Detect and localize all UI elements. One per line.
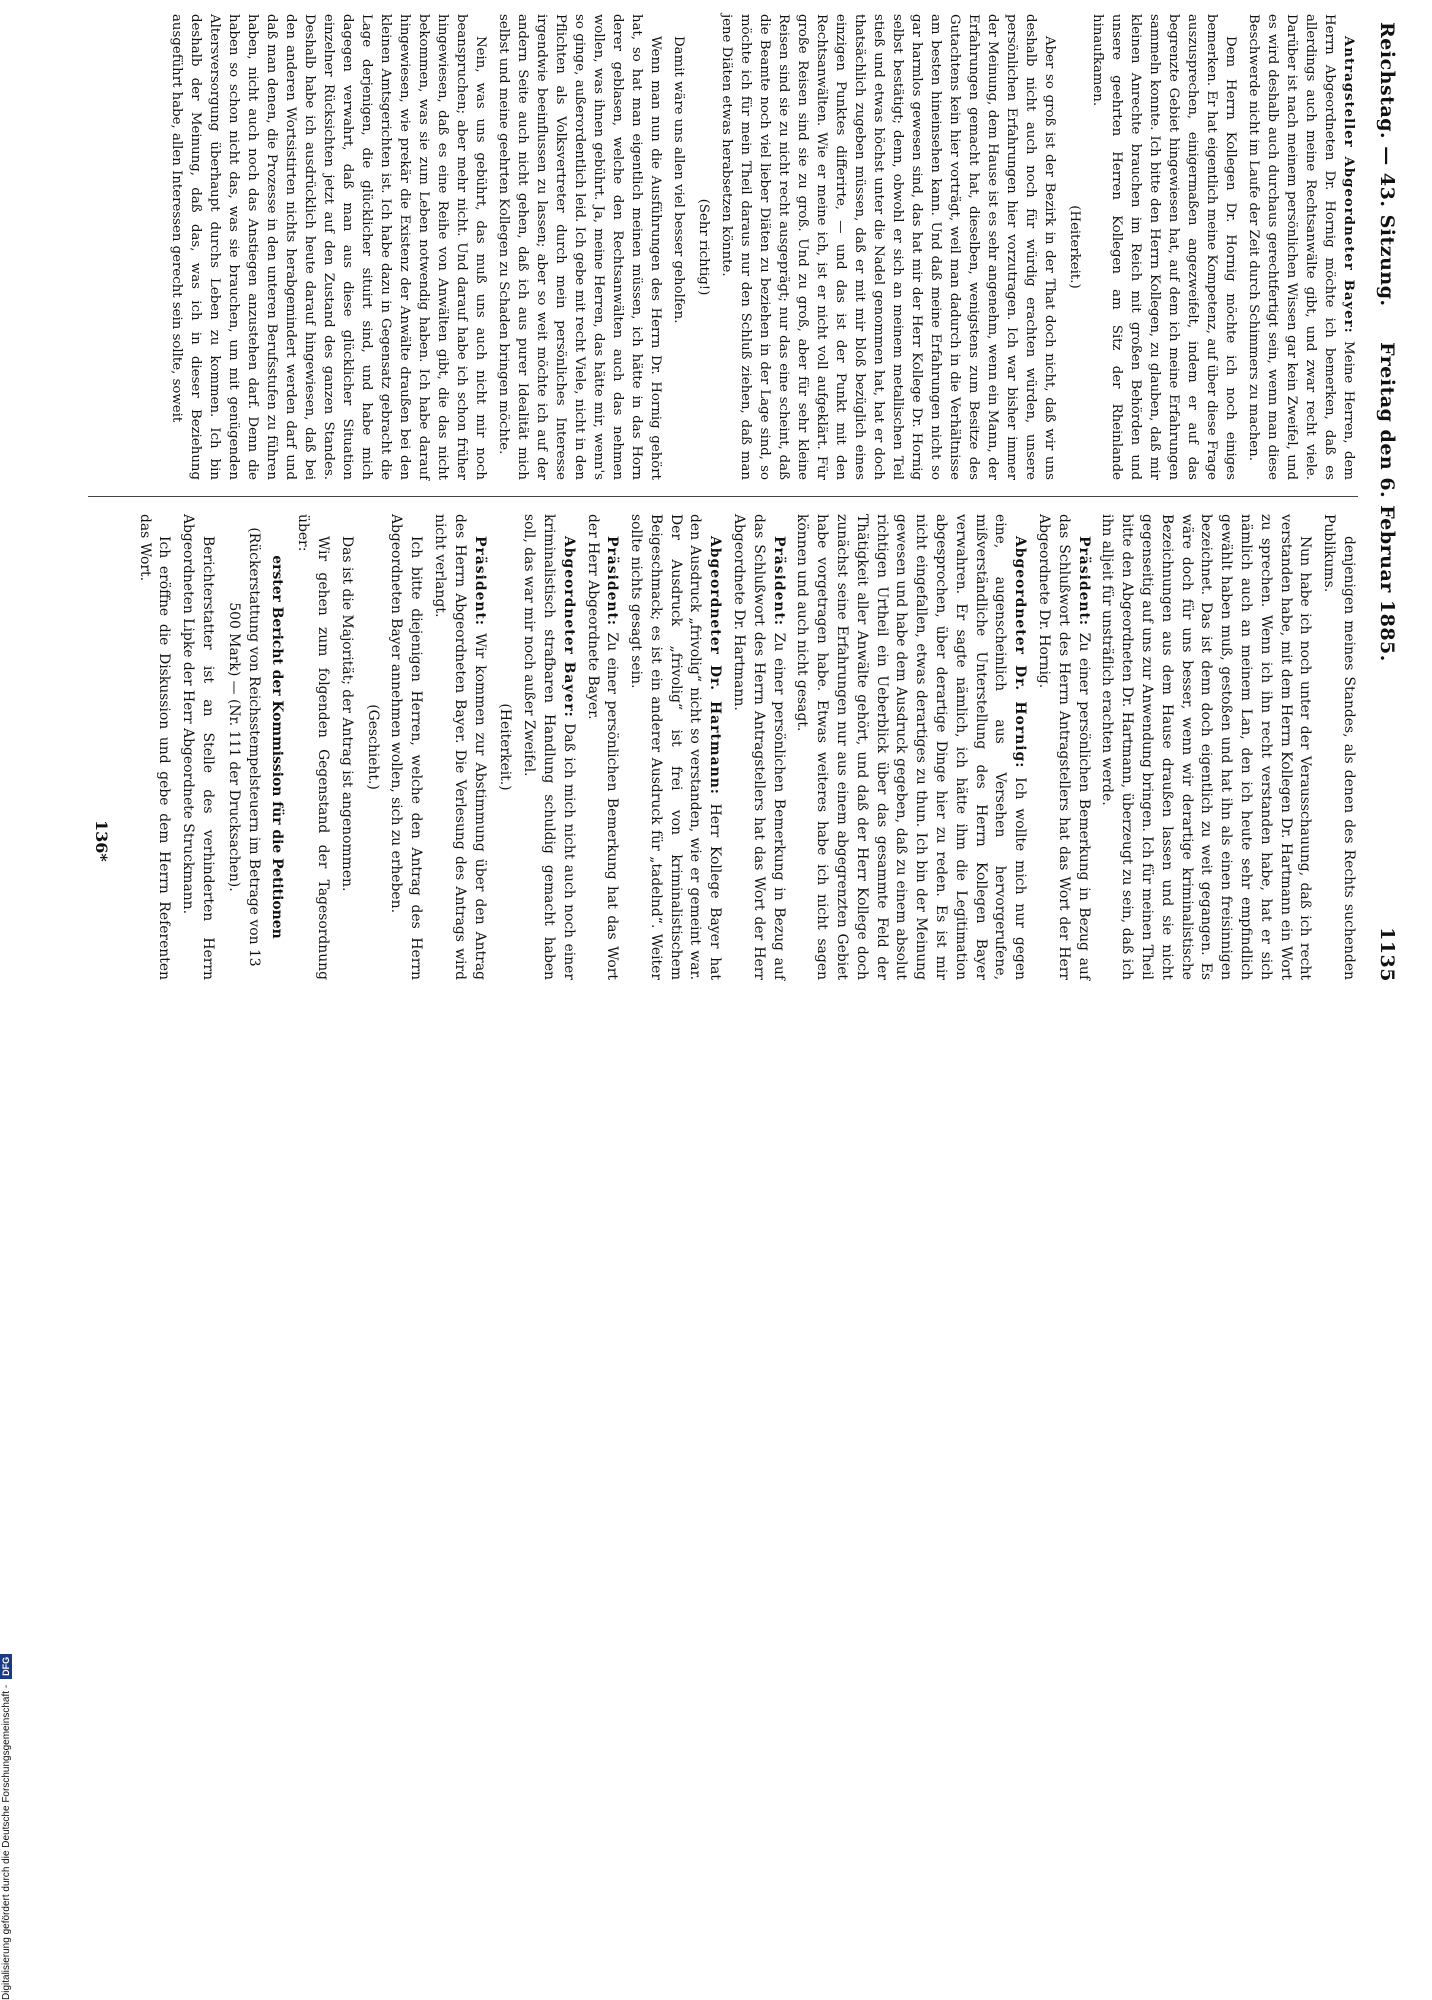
paragraph-text: Berichterstatter ist an Stelle des verhinderten Herrn Abgeordneten Lipke der Herr Abgeordnete Struckmann.	[180, 514, 216, 980]
stage-direction: (Rückerstattung von Reichsstempelsteuern im Betrage von 13 500 Mark) — (Nr. 111 der Drucksachen).	[225, 527, 262, 967]
paragraph-text: Ich bitte diejenigen Herren, welche den Antrag des Herrn Abgeordneten Bayer annehmen wollen, sich zu erheben.	[388, 514, 425, 980]
paragraph	[792, 514, 1030, 980]
page-header	[1368, 22, 1398, 982]
speaker-label: Abgeordneter Bayer:	[560, 536, 577, 718]
paragraph	[625, 514, 724, 980]
speaker-label: Präsident:	[471, 536, 488, 627]
paragraph	[386, 514, 426, 980]
paragraph-text: Dem Herrn Kollegen Dr. Hornig möchte ich noch einiges bemerken. Er hat eigentlich meine Kompetenz, auf über diese Frage auszusprechen, einigermaßen angezweifelt, indem er auf das begrenzte Gebiet hingewiesen hat, auf dem ich meine Erfahrungen sammeln konnte. Ich bitte den Herrn Kollegen, zu glauben, daß mir kleinen Anrechte brauchen im Reich mit großen Behörden und unsere geehrten Herren Kollegen am Sitz der Rheinlande hinaufkamen.	[1090, 14, 1238, 480]
stage-direction: (Heiterkeit.)	[1067, 205, 1082, 289]
paragraph	[669, 14, 688, 480]
paragraph-text: denjenigen meines Standes, als denen des Rechts suchenden Publikums.	[1321, 514, 1357, 980]
paragraph	[728, 514, 787, 980]
paragraph-text: Meine Herren, dem Herrn Abgeordneten Dr. Hornig möchte ich bemerken, daß es allerdings auch meine Rechtsanwälte gibt, und zwar recht viele. Darüber ist nach meinem persönlichen Wissen gar kein Zweifel, und es wird deshalb auch durchaus gerechtfertigt sein, wenn man diese Beschwerde nicht im Laufe der Zeit durch Schimmers zu machen.	[1246, 14, 1356, 480]
paragraph-text: Wenn man nun die Ausführungen des Herrn Dr. Hornig gehört hat, so hat man eigentlich meinen müssen, ich hätte in das Horn derer geblasen, welche den Rechtsanwälten auch das nehmen wollen, was ihnen gebührt. Ja, meine Herren, das hätte mir, wenn's so ginge, außerordentlich leid. Ich gebe mit recht Viele, nicht in den Pflichten als Volksvertreter durch mein persönliches Interesse irgendwie beeinflussen zu lassen; aber so weit möchte ich auf der andern Seite auch nicht gehen, daß ich aus purer Idealität mich selbst und meine geehrten Kollegen zu Schaden bringen möchte.	[496, 14, 663, 480]
paragraph	[292, 514, 332, 980]
speaker-label: Antragsteller Abgeordneter Bayer:	[1341, 36, 1356, 334]
paragraph-text: Zu einer persönlichen Bemerkung hat das Wort der Herr Abgeordnete Bayer.	[584, 514, 621, 980]
paragraph	[1033, 514, 1092, 980]
paragraph	[134, 514, 174, 980]
paragraph-text: Zu einer persönlichen Bemerkung in Bezug auf das Schlußwort des Herrn Antragstellers hat das Wort der Herr Abgeordnete Dr. Hartmann.	[731, 514, 787, 980]
paragraph-text: Nun habe ich noch unter der Verausschauung, daß ich recht verstanden habe, mit dem Herrn Kollegen Dr. Hartmann ein Wort zu sprechen. Wenn ich ihn recht verstanden habe, hat er sich nämlich auch an meinem Lan, den ich heute sehr empfindlich gewählt haben muß, gestoßen und hat ihn als einen freisinnigen bezeichnet. Das ist denn doch eigentlich zu weit gegangen. Es wäre doch für uns besser, wenn wir derartige kriminalistische Bezeichnungen aus dem Hause draußen lassen und sie nicht gegenseitig auf uns zur Anwendung bringen. Ich für meinen Theil bitte den Abgeordneten Dr. Hartmann, überzeugt zu sein, daß ich ihn alljeit für unsträflich erachten werde.	[1099, 514, 1314, 980]
header-center: Freitag den 6. Februar 1885.	[1376, 342, 1398, 662]
paragraph-text: Damit wäre uns allen viel besser geholfen.	[671, 36, 686, 324]
header-page-number: 1135	[1376, 927, 1398, 982]
dfg-logo: DFG	[0, 1654, 12, 1679]
paragraph	[1097, 514, 1315, 980]
digitization-note	[0, 1000, 14, 2000]
paragraph-text: Aber so groß ist der Bezirk in der That doch nicht, daß wir uns deshalb nicht auch noch für würdig erachten würden, unsere persönlichen Erfahrungen hier vorzutragen. Ich war bisher immer der Meinung, dem Hause ist es sehr angenehm, wenn ein Mann, der Erfahrungen gemacht hat, dieselben, wenigstens zum Besitze des Gutachtens kein hier vorträgt, weil man dadurch in die Verhältnisse am besten hineinsehen kann. Und daß meine Erfahrungen nicht so gar harmlos gewesen sind, das hat mir der Herr Kollege Dr. Hornig selbst bestätigt; denn, obwohl er sich an meinem metallischen Teil stieß und etwas höchst unter die Nadel genommen hat, hat er doch thatsächlich zugeben müssen, daß er mit mir bloß bezüglich eines einzigen Punktes differirte, — und das ist der Punkt mit den Rechtsanwälten. Wie er meine ich, ist er nicht voll aufgeklärt. Für große Reisen sind sie zu groß. Und zu groß, aber für sehr kleine Reisen sind sie zu nicht recht ausgeprägt; nur das eine scheint, daß die Beamte noch viel lieber Diäten zu beziehen in der Lage sind, so möchte ich für mein Theil daraus nur den Schluß ziehen, daß man jene Diäten etwas herabsetzen könnte.	[719, 14, 1057, 480]
stage-direction: (Geschieht.)	[364, 704, 381, 790]
section-heading: erster Bericht der Kommission für die Petitionen	[269, 555, 286, 939]
paragraph	[177, 514, 217, 980]
paragraph	[1244, 14, 1358, 480]
paragraph	[429, 514, 488, 980]
paragraph-text: Zu einer persönlichen Bemerkung in Bezug auf das Schlußwort des Herrn Antragstellers hat das Wort der Herr Abgeordnete Dr. Hornig.	[1036, 514, 1092, 980]
speaker-label: Abgeordneter Dr. Hornig:	[1012, 536, 1029, 769]
stage-direction: (Sehr richtig!)	[696, 198, 711, 296]
paragraph-text: Nein, was uns gebührt, das muß uns auch nicht mir noch beanspruchen; aber mehr nicht. Und darauf habe ich schon früher hingewiesen, daß es eine Reihe von Anwälten gibt, die das nicht bekommen, was sie zum Leben notwendig haben. Ich habe darauf hingewiesen, wie prekär die Existenz der Anwälte draußen bei den kleinen Amtsgerichten ist. Ich habe dazu in Gegensatz gebracht die Lage derjenigen, die glücklicher situirt sind, und habe mich dagegen verwahrt, daß man aus diese glücklicher Situation einzelner Rücksichten jetzt auf den Zustand des ganzen Standes. Deshalb habe ich ausdrücklich heute darauf hingewiesen, daß bei den anderen Wortsistirten nichts herabgemindert werden darf und daß man denen, die Prozesse in den unteren Berufsstufen zu führen haben, nicht auch noch das Anstiegen anzustehen darf. Denn die haben so schon nicht das, was sie brauchen, um mit genügenden Altersversorgung überhaupt durchs Leben zu kommen. Ich bin deshalb der Meinung, daß das, was ich in dieser Beziehung ausgeführt habe, allen Interessen gerecht sein sollte, soweit	[169, 14, 488, 480]
paragraph-text: Herr Kollege Bayer hat den Ausdruck „frivolig“ nicht so verstanden, wie er gemeint war. Der Ausdruck „frivolig“ ist frei von kriminalistischem Beigeschmack; es ist ein anderer Ausdruck für „tadelnd“. Weiter sollte nichts gesagt sein.	[628, 514, 724, 981]
left-column	[163, 14, 1358, 480]
speaker-label: Präsident:	[1075, 536, 1092, 627]
digitization-text: Digitalisierung gefördert durch die Deutsche Forschungsgemeinschaft -	[1, 1684, 12, 2000]
paragraph-text: Ich wollte mich nur gegen eine, augenscheinlich aus Versehen hervorgerufene, mißverständliche Unterstellung des Herrn Kollegen Bayer verwahren. Er sagte nämlich, ich hätte ihm die Legitimation abgesprochen, über derartige Dinge hier zu reden. Es ist mir nicht eingefallen, etwas derartiges zu thun. Ich bin der Meinung gewesen und habe dem Ausdruck gegeben, daß zu einem absolut richtigen Urtheil ein Ueberblick über das gesammte Feld der Thätigkeit aller Anwälte gehört, und daß der Herr Kollege doch zunächst seine Erfahrungen nur aus einem abgegrenzten Gebiet habe vorgetragen habe. Etwas weiteres habe ich nicht sagen können und auch nicht gesagt.	[794, 514, 1029, 981]
paragraph-text: Wir gehen zum folgenden Gegenstand der Tagesordnung über:	[295, 514, 331, 980]
speaker-label: Abgeordneter Dr. Hartmann:	[707, 536, 724, 795]
footer-page-number: 136*	[92, 820, 111, 862]
paragraph	[494, 14, 665, 480]
paragraph	[717, 14, 1059, 480]
paragraph	[518, 514, 577, 980]
paragraph	[1318, 514, 1358, 980]
right-column	[130, 514, 1358, 980]
speaker-label: Präsident:	[770, 536, 787, 627]
paragraph	[582, 514, 622, 980]
paragraph-text: Daß ich mich nicht auch noch einer kriminalistisch strafbaren Handlung schuldig gemacht haben soll, das war mir noch außer Zweifel.	[521, 514, 577, 981]
paragraph	[336, 514, 356, 980]
paragraph-text: Wir kommen zur Abstimmung über den Antrag des Herrn Abgeordneten Bayer. Die Verlesung des Antrags wird nicht verlangt.	[431, 514, 488, 980]
paragraph	[167, 14, 490, 480]
paragraph-text: Ich eröffne die Diskussion und gebe dem Herrn Referenten das Wort.	[136, 514, 173, 980]
header-left: Reichstag. — 43. Sitzung.	[1376, 22, 1398, 307]
scanned-page	[16, 0, 1416, 1000]
paragraph-text: Das ist die Majorität; der Antrag ist angenommen.	[338, 536, 355, 892]
stage-direction: (Heiterkeit.)	[497, 703, 514, 791]
column-divider	[88, 496, 1358, 497]
speaker-label: Präsident:	[604, 536, 621, 627]
paragraph	[1088, 14, 1240, 480]
